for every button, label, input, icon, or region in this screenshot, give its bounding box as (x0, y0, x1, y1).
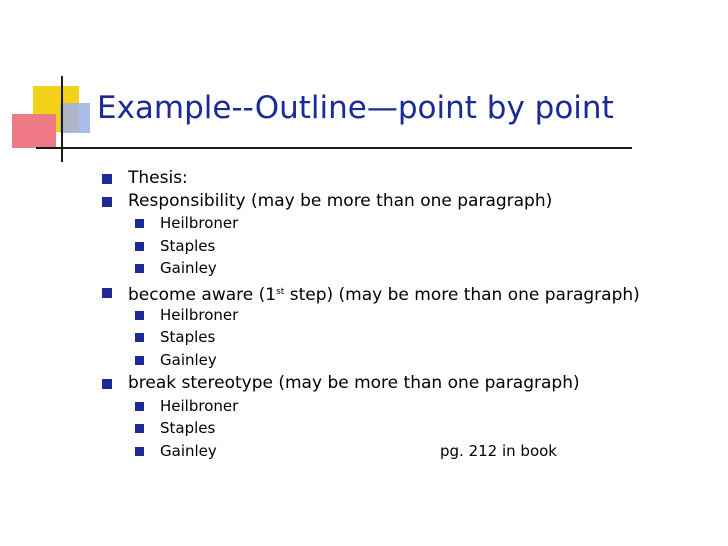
sub-item-heilbroner: Heilbroner (160, 306, 239, 324)
bullet-icon (102, 197, 112, 207)
outline-item-thesis: Thesis: (128, 168, 188, 188)
sub-item-gainley: Gainley (160, 351, 217, 369)
aware-text-pre: become aware (1 (128, 285, 277, 305)
outline-item-break-stereotype: break stereotype (may be more than one paragraph) (128, 373, 580, 393)
title-underline (36, 147, 632, 149)
bullet-icon (135, 424, 144, 433)
bullet-icon (102, 288, 112, 298)
bullet-icon (135, 311, 144, 320)
sub-item-heilbroner: Heilbroner (160, 214, 239, 232)
bullet-icon (135, 402, 144, 411)
sub-item-staples: Staples (160, 328, 216, 346)
bullet-icon (135, 447, 144, 456)
aware-superscript: st (276, 287, 285, 297)
outline-item-responsibility: Responsibility (may be more than one paragraph) (128, 191, 553, 211)
sub-item-staples: Staples (160, 237, 216, 255)
decor-blue-square (60, 103, 90, 133)
bullet-icon (135, 242, 144, 251)
bullet-icon (135, 264, 144, 273)
bullet-icon (135, 333, 144, 342)
decor-vertical-line (61, 76, 63, 162)
page-reference-note: pg. 212 in book (440, 442, 557, 460)
aware-text-post: step) (may be more than one paragraph) (284, 285, 640, 305)
outline-item-become-aware (128, 281, 640, 306)
sub-item-heilbroner: Heilbroner (160, 397, 239, 415)
bullet-icon (102, 379, 112, 389)
slide-title: Example--Outline—point by point (97, 90, 614, 126)
bullet-icon (135, 356, 144, 365)
decor-red-square (12, 114, 56, 148)
sub-item-gainley: Gainley (160, 442, 217, 460)
bullet-icon (102, 174, 112, 184)
sub-item-staples: Staples (160, 419, 216, 437)
bullet-icon (135, 219, 144, 228)
sub-item-gainley: Gainley (160, 259, 217, 277)
